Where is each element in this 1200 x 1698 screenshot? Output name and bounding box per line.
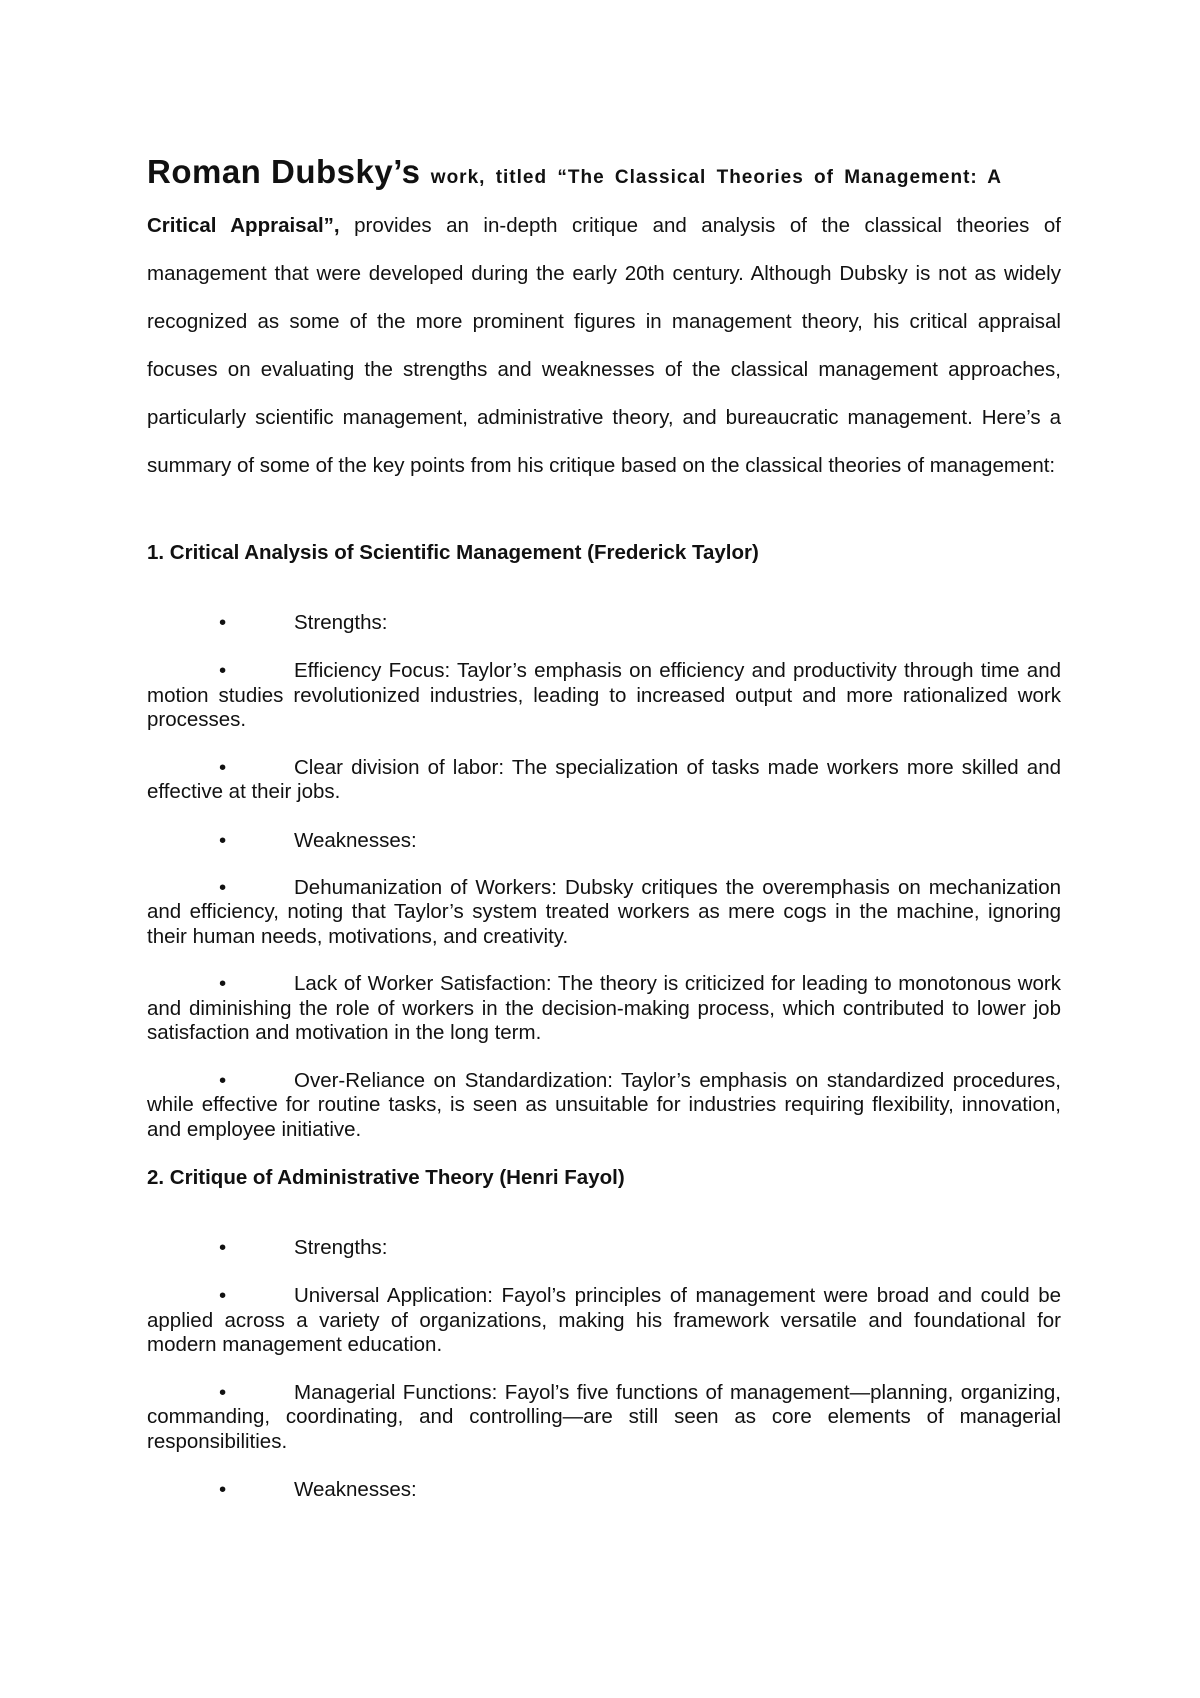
- bullet-glyph: •: [219, 828, 227, 852]
- intro-paragraph: [147, 148, 1061, 490]
- title-continuation: Critical Appraisal”,: [147, 214, 340, 237]
- list-item: • Clear division of labor: The specialization of tasks made workers more skilled and effective at their jobs.: [147, 755, 1061, 803]
- weaknesses-label: • Weaknesses:: [147, 828, 1061, 853]
- section-heading: 1. Critical Analysis of Scientific Management (Frederick Taylor): [147, 541, 759, 564]
- document-page: [147, 148, 1061, 1502]
- bullet-glyph: •: [219, 1478, 227, 1501]
- bullet-glyph: •: [219, 1284, 227, 1307]
- title-author: Roman Dubsky’s: [147, 153, 421, 190]
- list-item: • Efficiency Focus: Taylor’s emphasis on efficiency and productivity through time and motion studies revolutionized industries, leading to increased output and more rationalized work processes.: [147, 659, 1061, 731]
- strengths-label: • Strengths:: [147, 1235, 1061, 1260]
- list-item: • Lack of Worker Satisfaction: The theory is criticized for leading to monotonous work and diminishing the role of workers in the decision-making process, which contributed to lower job satisfaction and motivation in the long term.: [147, 972, 1061, 1044]
- bullet-glyph: •: [219, 1236, 227, 1259]
- bullet-glyph: •: [219, 1380, 227, 1404]
- bullet-glyph: •: [219, 659, 227, 682]
- intro-body: provides an in-depth critique and analysis of the classical theories of management that were developed during the early 20th century. Although Dubsky is not as widely recognized as some of the more prominent figures in management theory, his critical appraisal focuses on evaluating the strengths and weaknesses of the classical management approaches, particularly scientific management, administrative theory, and bureaucratic management. Here’s a summary of some of the key points from his critique based on the classical theories of management:: [147, 214, 1061, 477]
- list-item: • Universal Application: Fayol’s principles of management were broad and could be applied across a variety of organizations, making his framework versatile and foundational for modern management education.: [147, 1284, 1061, 1356]
- list-item: • Managerial Functions: Fayol’s five functions of management—planning, organizing, commanding, coordinating, and controlling—are still seen as core elements of managerial responsibilities.: [147, 1380, 1061, 1453]
- list-item: • Over-Reliance on Standardization: Taylor’s emphasis on standardized procedures, while effective for routine tasks, is seen as unsuitable for industries requiring flexibility, innovation, and employee initiative.: [147, 1068, 1061, 1141]
- weaknesses-label: • Weaknesses:: [147, 1477, 1061, 1502]
- strengths-label: • Strengths:: [147, 610, 1061, 635]
- list-item: • Dehumanization of Workers: Dubsky critiques the overemphasis on mechanization and efficiency, noting that Taylor’s system treated workers as mere cogs in the machine, ignoring their human needs, motivations, and creativity.: [147, 875, 1061, 948]
- bullet-glyph: •: [219, 755, 227, 779]
- bullet-glyph: •: [219, 1068, 227, 1092]
- bullet-glyph: •: [219, 875, 227, 899]
- bullet-glyph: •: [219, 972, 227, 995]
- bullet-glyph: •: [219, 611, 227, 634]
- title-work: work, titled “The Classical Theories of Management: A: [420, 167, 1003, 188]
- section-heading: 2. Critique of Administrative Theory (Henri Fayol): [147, 1166, 625, 1189]
